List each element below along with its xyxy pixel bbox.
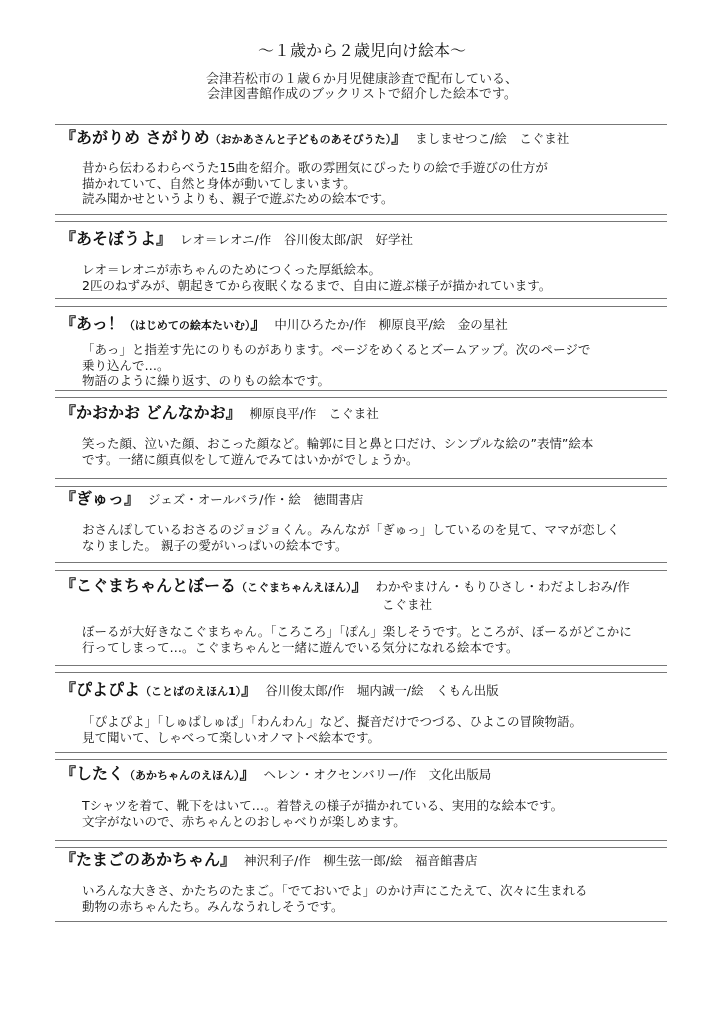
book-description	[82, 160, 670, 207]
intro-text	[0, 72, 724, 102]
description-line: 描かれていて、自然と身体が動いてしまいます。	[82, 175, 356, 191]
book-entry	[60, 229, 670, 293]
book-title-close: 』	[156, 229, 173, 248]
book-title-close: 』	[239, 764, 256, 783]
description-line: です。一緒に顔真似をして遊んでみてはいかがでしょうか。	[82, 451, 419, 467]
book-title: 『ぴよぴよ	[60, 680, 141, 699]
book-subtitle: （ことばのえほん1）	[140, 685, 242, 698]
book-title-close: 』	[220, 850, 237, 869]
book-entry	[60, 764, 670, 829]
book-title-close: 』	[225, 403, 242, 422]
divider	[55, 570, 667, 571]
intro-line: 会津図書館作成のブックリストで紹介した絵本です。	[207, 87, 517, 102]
description-line: なりました。 親子の愛がいっぱいの絵本です。	[82, 537, 348, 553]
book-author: 谷川俊太郎/作 堀内誠一/絵 くもん出版	[265, 683, 499, 698]
description-line: 物語のように繰り返す、のりもの絵本です。	[82, 373, 331, 388]
book-heading	[60, 850, 670, 871]
book-author: 中川ひろたか/作 柳原良平/絵 金の星社	[274, 317, 508, 332]
book-heading	[60, 764, 670, 786]
book-entry	[60, 403, 670, 467]
intro-line: 会津若松市の１歳６か月児健康診査で配布している、	[205, 72, 518, 87]
book-title: 『あがりめ さがりめ	[60, 128, 210, 147]
book-author: ジェズ・オールバラ/作・絵 徳間書店	[148, 492, 364, 507]
divider	[55, 921, 667, 922]
description-line: レオ＝レオニが赤ちゃんのためにつくった厚紙絵本。	[82, 262, 382, 277]
description-line: Tシャツを着て、靴下をはいて…。着替えの様子が描かれている、実用的な絵本です。	[82, 798, 564, 813]
divider	[55, 665, 667, 666]
description-line: 笑った顔、泣いた顔、おこった顔など。輪郭に目と鼻と口だけ、シンプルな絵の”表情”絵本	[82, 436, 594, 451]
divider	[55, 562, 667, 563]
book-entry	[60, 314, 670, 389]
book-heading	[60, 403, 670, 424]
book-description	[82, 522, 670, 553]
book-author: ましませつこ/絵 こぐま社	[415, 131, 570, 146]
book-heading	[60, 229, 670, 250]
divider	[55, 306, 667, 307]
description-line: おさんぽしているおさるのジョジョくん。みんなが「ぎゅっ」しているのを見て、ママが恋しく	[82, 522, 620, 537]
description-line: 見て聞いて、しゃべって楽しいオノマトペ絵本です。	[82, 729, 381, 745]
book-title: 『あそぼうよ	[60, 229, 157, 248]
book-entry	[60, 576, 670, 655]
description-line: 「あっ」と指差す先にのりものがあります。ページをめくるとズームアップ。次のページで	[82, 342, 591, 357]
book-author: 神沢利子/作 柳生弦一郎/絵 福音館書店	[244, 853, 478, 868]
divider	[55, 759, 667, 760]
book-entry	[60, 680, 670, 745]
book-subtitle: （あかちゃんのえほん）	[124, 769, 240, 782]
description-line: 読み聞かせというよりも、親子で遊ぶための絵本です。	[82, 191, 394, 206]
book-title: 『かおかお どんなかお	[60, 403, 226, 422]
book-title: 『こぐまちゃんとぼーる	[60, 576, 237, 595]
description-line: 行ってしまって…。こぐまちゃんと一緒に遊んでいる気分になれる絵本です。	[82, 639, 519, 655]
book-title: 『たまごのあかちゃん	[60, 850, 221, 869]
divider	[55, 847, 667, 848]
description-line: 「ぴよぴよ」「しゅぱしゅぱ」「わんわん」など、擬音だけでつづる、ひよこの冒険物語。	[82, 714, 583, 729]
book-heading	[60, 314, 670, 336]
book-title: 『ぎゅっ	[60, 489, 125, 508]
book-author: レオ＝レオニ/作 谷川俊太郎/訳 好学社	[180, 232, 413, 247]
book-author: ヘレン・オクセンバリー/作 文化出版局	[263, 767, 492, 782]
book-entry	[60, 489, 670, 553]
book-description	[82, 262, 670, 293]
description-line: 文字がないので、赤ちゃんとのおしゃべりが楽しめます。	[82, 813, 406, 829]
description-line: 動物の赤ちゃんたち。みんなうれしそうです。	[82, 898, 344, 914]
book-entry	[60, 850, 670, 914]
divider	[55, 298, 667, 299]
book-heading	[60, 489, 670, 510]
book-description	[82, 624, 670, 655]
book-description	[82, 714, 670, 745]
book-author: わかやまけん・もりひさし・わだよしおみ/作	[375, 579, 630, 594]
divider	[55, 840, 667, 841]
description-line: ぼーるが大好きなこぐまちゃん。「ころころ」「ぽん」楽しそうです。ところが、ぼーるがどこかに	[82, 624, 632, 639]
book-subtitle: （はじめての絵本たいむ）	[123, 319, 251, 332]
book-heading	[60, 128, 670, 150]
divider	[55, 124, 667, 125]
divider	[55, 752, 667, 753]
book-title-close: 』	[391, 128, 408, 147]
book-title: 『あっ！	[60, 314, 124, 333]
description-line: いろんな大きさ、かたちのたまご。「でておいでよ」のかけ声にこたえて、次々に生まれる	[82, 883, 588, 898]
book-description	[82, 436, 670, 467]
book-description	[82, 883, 670, 914]
page-title: ～１歳から２歳児向け絵本～	[257, 41, 466, 60]
divider	[55, 214, 667, 215]
description-line: 乗り込んで…。	[82, 357, 170, 373]
divider	[55, 672, 667, 673]
book-title-close: 』	[250, 314, 267, 333]
book-entry	[60, 128, 670, 207]
book-title-close: 』	[124, 489, 141, 508]
book-heading	[60, 576, 670, 598]
book-description	[82, 342, 670, 389]
book-publisher: こぐま社	[382, 597, 433, 612]
book-heading	[60, 680, 670, 702]
divider	[55, 221, 667, 222]
description-line: 2匹のねずみが、朝起きてから夜眠くなるまで、自由に遊ぶ様子が描かれています。	[82, 277, 552, 293]
book-title-close: 』	[241, 680, 258, 699]
divider	[55, 486, 667, 487]
book-author: 柳原良平/作 こぐま社	[249, 406, 379, 421]
book-subtitle: （こぐまちゃんえほん）	[236, 581, 352, 594]
description-line: 昔から伝わるわらべうた15曲を紹介。歌の雰囲気にぴったりの絵で手遊びの仕方が	[82, 160, 548, 175]
divider	[55, 478, 667, 479]
book-title: 『したく	[60, 764, 125, 783]
divider	[55, 397, 667, 398]
book-title-close: 』	[351, 576, 368, 595]
book-description	[82, 798, 670, 829]
divider	[55, 390, 667, 391]
book-subtitle: （おかあさんと子どものあそびうた）	[209, 133, 392, 146]
